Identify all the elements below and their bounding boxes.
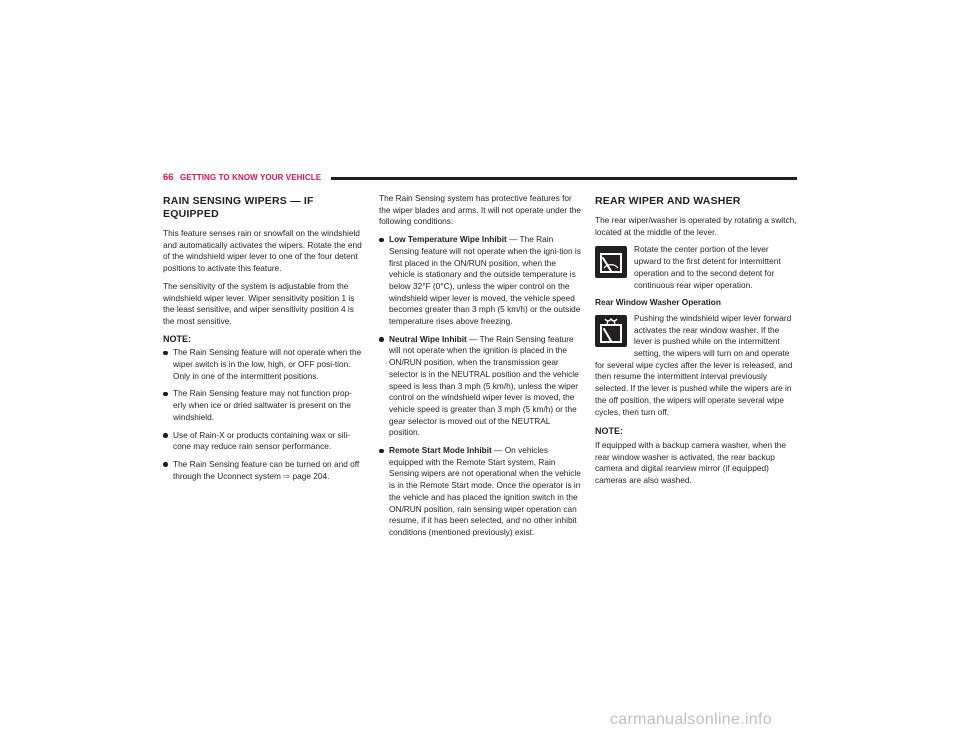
item-text: — On vehicles equipped with the Remote Start system, Rain Sensing wipers are not operational when the vehicle is in the Remote Start mode. Once the operator is in the vehicle and has placed the ignition switch in the ON/RUN position, rain sensing wiper operation can resume, if it has been selected, and no other inhibit conditions (mentioned previously) exist. [389,445,581,537]
header-rule [331,177,797,180]
paragraph: The sensitivity of the system is adjustable from the windshield wiper lever. Wiper sensitivity position 1 is the least sensitive, and wiper sensitivity position 4 is the most sensitive. [163,280,355,326]
note-text: If equipped with a backup camera washer, when the rear window washer is activated, the rear backup camera and digital rearview mirror (if equipped) cameras are also washed. [595,439,786,486]
paragraph: The Rain Sensing system has protective features for the wiper blades and arms. It will not operate under the following conditions: [379,193,582,227]
paragraph: The rear wiper/washer is operated by rotating a switch, located at the middle of the lever. [595,215,797,237]
rear-wiper-row [595,244,797,291]
note-label: NOTE: [595,426,623,437]
inhibit-list [379,234,581,539]
list-item: The Rain Sensing feature may not function prop-erly when ice or dried saltwater is present on the windshield. [163,388,365,423]
column-right [595,195,797,493]
list-item: Use of Rain-X or products containing wax or sili-cone may reduce rain sensor performance. [163,430,365,453]
list-item [163,459,365,482]
page-number: 66 [163,172,174,183]
section-heading-rain-sensing: RAIN SENSING WIPERS — IF EQUIPPED [163,195,314,220]
subheading-rear-washer: Rear Window Washer Operation [595,297,721,308]
list-item [379,234,581,328]
page-ref-link[interactable]: page 204. [292,470,330,481]
running-title: GETTING TO KNOW YOUR VEHICLE [180,172,322,182]
item-lead: Remote Start Mode Inhibit [389,445,492,456]
column-left [163,195,365,488]
page-header [163,172,797,186]
item-text: — The Rain Sensing feature will not operate when the igni-tion is first placed in the ON/RUN position, when the vehicle is stationary and the outside temperature is below 32°F (0°C), unless the wiper control on the windshield wiper lever is moved, the vehicle speed becomes greater than 3 mph (5 km/h) or the outside temperature rises above freezing. [389,234,581,327]
item-lead: Low Temperature Wipe Inhibit [389,234,507,245]
icon-description: Pushing the windshield wiper lever forward activates the rear window washer. If the lever is pushed while on the intermittent setting, the wipers will turn on and operate for several wipe cycles after the lever is released, and then resume the intermittent interval previously selected. If the lever is pushed while the wipers are in the off position, the wipers will operate several wipe cycles, then turn off. [595,312,793,417]
item-lead: Neutral Wipe Inhibit [389,333,467,344]
rear-washer-block [595,313,797,418]
list-item-text: The Rain Sensing feature can be turned on and off through the Uconnect system [173,458,360,481]
list-item: The Rain Sensing feature will not operate when the wiper switch is in the low, high, or OFF posi-tion. Only in one of the intermittent positions. [163,347,365,382]
list-item [379,445,581,539]
section-heading-rear-wiper: REAR WIPER AND WASHER [595,195,741,207]
rear-washer-icon [595,315,627,347]
paragraph: This feature senses rain or snowfall on the windshield and automatically activates the wipers. Rotate the end of the windshield wiper lever to one of the four detent positions to activate this feature. [163,228,362,274]
column-middle [379,193,581,545]
note-label: NOTE: [163,333,191,344]
page-ref-arrow-icon: ⇨ [283,470,291,481]
list-item [379,334,581,439]
note-list [163,347,365,482]
icon-description: Rotate the center portion of the lever upward to the first detent for intermittent operation and to the second detent for continuous rear wiper operation. [634,244,781,290]
item-text: — The Rain Sensing feature will not operate when the ignition is placed in the ON/RUN position, when the transmission gear selector is in the NEUTRAL position and the vehicle speed is less than 3 mph (5 km/h), unless the wiper control on the windshield wiper lever is moved, the vehicle speed is greater than 3 mph (5 km/h) or the gear selector is moved out of the NEUTRAL position. [389,333,579,438]
rear-wiper-icon [595,246,627,278]
watermark: carmanualsonline.info [610,711,772,728]
